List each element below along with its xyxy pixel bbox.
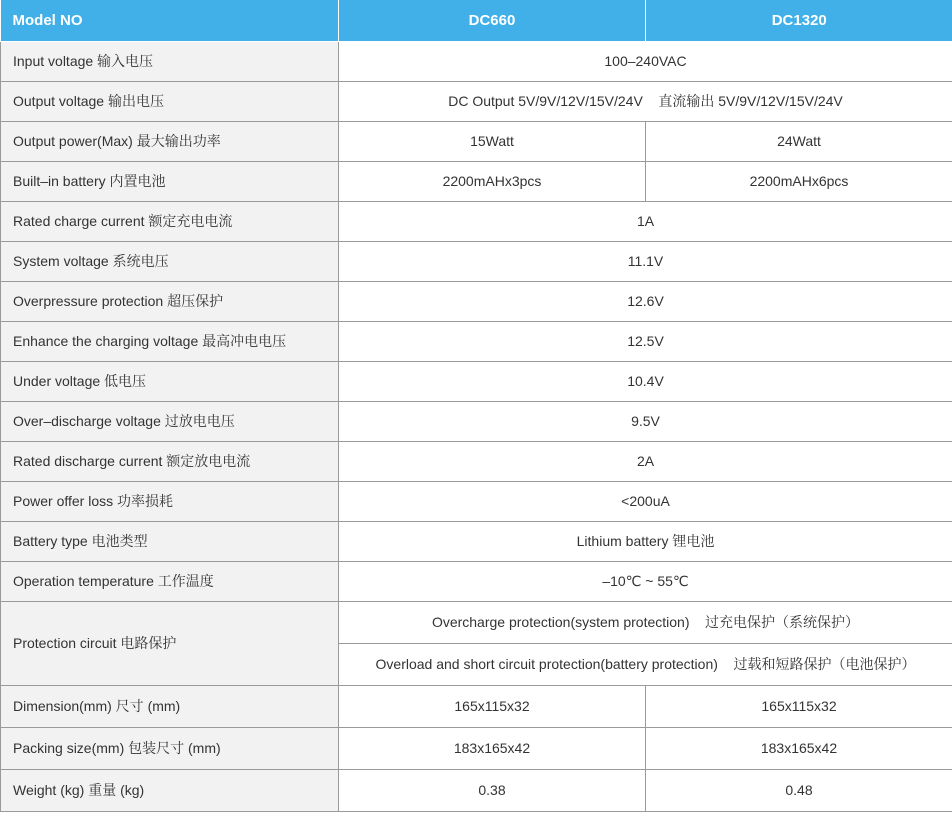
table-row — [1, 281, 952, 321]
row-value: DC Output 5V/9V/12V/15V/24V 直流输出 5V/9V/12V/15V/24V — [339, 81, 952, 121]
row-label: Rated charge current 额定充电电流 — [1, 201, 339, 241]
row-value-dc660: 15Watt — [339, 121, 646, 161]
table-body — [1, 41, 952, 811]
row-value-dc1320: 2200mAHx6pcs — [646, 161, 952, 201]
row-value: –10℃ ~ 55℃ — [339, 561, 952, 601]
table-row — [1, 201, 952, 241]
row-value: <200uA — [339, 481, 952, 521]
table-row — [1, 441, 952, 481]
row-label: Dimension(mm) 尺寸 (mm) — [1, 685, 339, 727]
row-value: 2A — [339, 441, 952, 481]
row-label: System voltage 系统电压 — [1, 241, 339, 281]
row-value: Lithium battery 锂电池 — [339, 521, 952, 561]
table-row — [1, 481, 952, 521]
row-value: 9.5V — [339, 401, 952, 441]
table-row — [1, 81, 952, 121]
row-label: Power offer loss 功率损耗 — [1, 481, 339, 521]
row-label: Packing size(mm) 包装尺寸 (mm) — [1, 727, 339, 769]
row-label: Output power(Max) 最大输出功率 — [1, 121, 339, 161]
row-label: Rated discharge current 额定放电电流 — [1, 441, 339, 481]
row-label: Battery type 电池类型 — [1, 521, 339, 561]
model-dc1320-header: DC1320 — [646, 0, 952, 41]
row-value-dc1320: 165x115x32 — [646, 685, 952, 727]
row-value-dc660: 2200mAHx3pcs — [339, 161, 646, 201]
row-label: Weight (kg) 重量 (kg) — [1, 769, 339, 811]
model-no-header: Model NO — [1, 0, 339, 41]
table-row — [1, 561, 952, 601]
table-header — [1, 0, 952, 41]
table-row — [1, 241, 952, 281]
table-row-protection — [1, 601, 952, 643]
row-label: Enhance the charging voltage 最高冲电电压 — [1, 321, 339, 361]
table-row — [1, 321, 952, 361]
protection-line-2: Overload and short circuit protection(battery protection) 过载和短路保护（电池保护） — [339, 643, 952, 685]
row-value-dc1320: 183x165x42 — [646, 727, 952, 769]
protection-label: Protection circuit 电路保护 — [1, 601, 339, 685]
table-row — [1, 727, 952, 769]
row-value: 1A — [339, 201, 952, 241]
model-dc660-header: DC660 — [339, 0, 646, 41]
row-label: Over–discharge voltage 过放电电压 — [1, 401, 339, 441]
row-label: Built–in battery 内置电池 — [1, 161, 339, 201]
table-row — [1, 161, 952, 201]
table-row — [1, 769, 952, 811]
row-label: Under voltage 低电压 — [1, 361, 339, 401]
row-value: 10.4V — [339, 361, 952, 401]
row-value-dc1320: 24Watt — [646, 121, 952, 161]
row-value: 12.6V — [339, 281, 952, 321]
row-value-dc660: 0.38 — [339, 769, 646, 811]
table-row — [1, 685, 952, 727]
table-row — [1, 41, 952, 81]
table-row — [1, 521, 952, 561]
table-row — [1, 361, 952, 401]
row-label: Output voltage 输出电压 — [1, 81, 339, 121]
row-value: 100–240VAC — [339, 41, 952, 81]
row-value-dc660: 183x165x42 — [339, 727, 646, 769]
table-row — [1, 121, 952, 161]
header-row — [1, 0, 952, 41]
row-value-dc1320: 0.48 — [646, 769, 952, 811]
row-value: 12.5V — [339, 321, 952, 361]
protection-line-1: Overcharge protection(system protection) 过充电保护（系统保护） — [339, 601, 952, 643]
row-label: Overpressure protection 超压保护 — [1, 281, 339, 321]
row-value: 11.1V — [339, 241, 952, 281]
row-value-dc660: 165x115x32 — [339, 685, 646, 727]
row-label: Operation temperature 工作温度 — [1, 561, 339, 601]
row-label: Input voltage 输入电压 — [1, 41, 339, 81]
table-row — [1, 401, 952, 441]
